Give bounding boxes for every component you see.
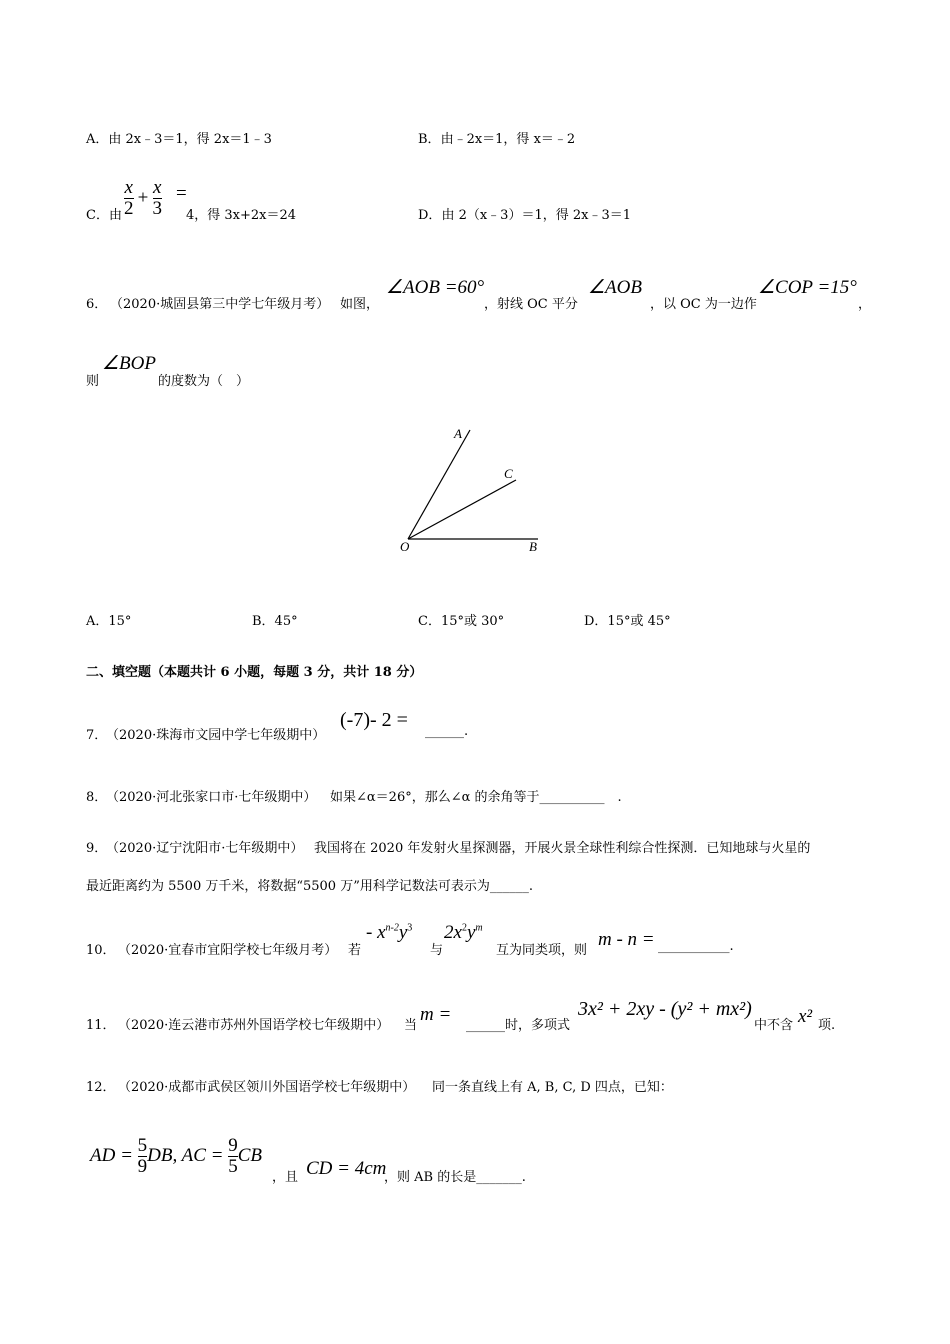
q6-math-angle-aob-2: ∠AOB <box>588 277 642 298</box>
denominator: 5 <box>228 1156 238 1177</box>
q12-source: （2020·成都市武侯区领川外国语学校七年级期中） <box>118 1080 416 1095</box>
q11-text: ______时，多项式 <box>466 1018 571 1033</box>
numerator: x <box>153 177 162 198</box>
q8-number: 8． <box>86 790 108 805</box>
q9-line2: 最近距离约为 5500 万千米，将数据“5500 万”用科学记数法可表示为______. <box>86 879 533 894</box>
q7-number: 7． <box>86 728 108 743</box>
q12-text: 同一条直线上有 A, B, C, D 四点，已知： <box>432 1080 673 1095</box>
q10-answer-blank: ___________. <box>658 939 734 954</box>
term-base: y <box>398 922 408 943</box>
q6-text: 则 <box>86 374 100 389</box>
q9-source: （2020·辽宁沈阳市·七年级期中） <box>106 841 304 856</box>
fraction <box>153 178 163 219</box>
q6-text: ，射线 OC 平分 <box>484 297 578 312</box>
math-text: CB <box>237 1144 263 1166</box>
math-text: DB, AC = <box>147 1144 224 1166</box>
numerator: 5 <box>137 1135 148 1156</box>
denominator: 2 <box>124 198 134 219</box>
q5-option-a <box>86 128 272 147</box>
q6-option-c: C．15°或 30° <box>418 614 505 629</box>
q9-number: 9． <box>86 841 108 856</box>
q10-math-expression: m - n = <box>598 929 655 950</box>
exponent: m <box>475 922 483 934</box>
option-text: 由 2（x﹣3）＝1，得 2x﹣3＝1 <box>441 208 631 223</box>
exponent: 3 <box>407 922 413 934</box>
q12-text: ，则 AB 的长是_______. <box>384 1170 526 1185</box>
q11-number: 11． <box>86 1018 116 1033</box>
q6-text: 如图， <box>340 297 380 312</box>
denominator: 9 <box>137 1156 148 1177</box>
q8-text: 如果∠α＝26°，那么∠α 的余角等于__________ . <box>330 790 622 805</box>
option-label: C． <box>86 208 109 223</box>
q11-source: （2020·连云港市苏州外国语学校七年级期中） <box>118 1018 390 1033</box>
q6-number: 6． <box>86 297 108 312</box>
q6-math-angle-bop: ∠BOP <box>102 353 156 374</box>
label-a: A <box>454 426 462 441</box>
label-b: B <box>529 539 537 554</box>
q7-source: （2020·珠海市文园中学七年级期中） <box>106 728 326 743</box>
term-base: - x <box>366 922 386 943</box>
section-heading: 二、填空题（本题共计 6 小题，每题 3 分，共计 18 分） <box>86 665 423 680</box>
fraction <box>138 1136 148 1177</box>
option-text: 由 <box>108 208 122 223</box>
q10-text: 互为同类项，则 <box>496 943 588 958</box>
option-label: A． <box>86 132 109 147</box>
numerator: x <box>124 177 133 198</box>
term-base: 2x <box>444 922 462 943</box>
label-c: C <box>504 466 513 481</box>
q5-option-c-formula <box>124 178 162 219</box>
numerator: 9 <box>228 1135 238 1156</box>
q10-number: 10． <box>86 943 116 958</box>
q6-option-b: B．45° <box>252 614 298 629</box>
q12-number: 12． <box>86 1080 116 1095</box>
denominator: 3 <box>152 198 162 219</box>
q6-text: 的度数为（ ） <box>158 374 250 389</box>
fraction <box>228 1136 238 1177</box>
q9-line1: 我国将在 2020 年发射火星探测器，开展火景全球性利综合性探测．已知地球与火星的 <box>314 841 811 856</box>
q11-text: 当 <box>404 1018 418 1033</box>
q5-option-d <box>418 204 631 223</box>
q6-math-angle-aob: ∠AOB =60° <box>386 277 485 298</box>
q11-math-m: m = <box>420 1004 452 1025</box>
q5-option-b <box>418 128 575 147</box>
label-o: O <box>400 539 410 554</box>
plus-sign: + <box>137 187 149 209</box>
q8-source: （2020·河北张家口市·七年级期中） <box>106 790 317 805</box>
q5-option-c-text: 4，得 3x+2x＝24 <box>186 208 297 223</box>
q7-answer-blank: ______. <box>425 724 469 739</box>
term-base: y <box>466 922 476 943</box>
q12-text: ，且 <box>272 1170 299 1185</box>
option-text: 由﹣2x＝1，得 x＝﹣2 <box>440 132 576 147</box>
q6-text: ， <box>858 297 872 312</box>
q6-source: （2020·城固县第三中学七年级月考） <box>110 297 330 312</box>
q10-source: （2020·宜春市宜阳学校七年级月考） <box>118 943 338 958</box>
q5-option-c <box>86 204 122 223</box>
exponent: n-2 <box>385 922 399 934</box>
option-label: D． <box>418 208 442 223</box>
q6-text: ，以 OC 为一边作 <box>650 297 757 312</box>
exponent: 2 <box>461 922 467 934</box>
q7-math: (-7)- 2 = <box>340 709 408 731</box>
q10-text: 与 <box>430 943 444 958</box>
q10-math-term1 <box>366 922 412 944</box>
option-label: B． <box>418 132 441 147</box>
q12-math-equations <box>90 1136 262 1177</box>
equals-sign: = <box>176 183 187 204</box>
q12-math-cd: CD = 4cm <box>306 1158 387 1179</box>
fraction <box>124 178 134 219</box>
math-text: AD = <box>90 1144 133 1166</box>
q6-angle-figure <box>390 420 560 560</box>
q6-option-d: D．15°或 45° <box>584 614 671 629</box>
q10-math-term2 <box>444 922 483 944</box>
option-text: 由 2x﹣3＝1，得 2x＝1﹣3 <box>108 132 272 147</box>
q11-text: 项. <box>818 1018 836 1033</box>
q6-math-angle-cop: ∠COP =15° <box>758 277 857 298</box>
q11-math-x2: x² <box>798 1006 813 1027</box>
q10-text: 若 <box>348 943 362 958</box>
q6-option-a: A．15° <box>86 614 132 629</box>
q11-math-polynomial: 3x² + 2xy - (y² + mx²) <box>578 998 752 1020</box>
q11-text: 中不含 <box>754 1018 794 1033</box>
